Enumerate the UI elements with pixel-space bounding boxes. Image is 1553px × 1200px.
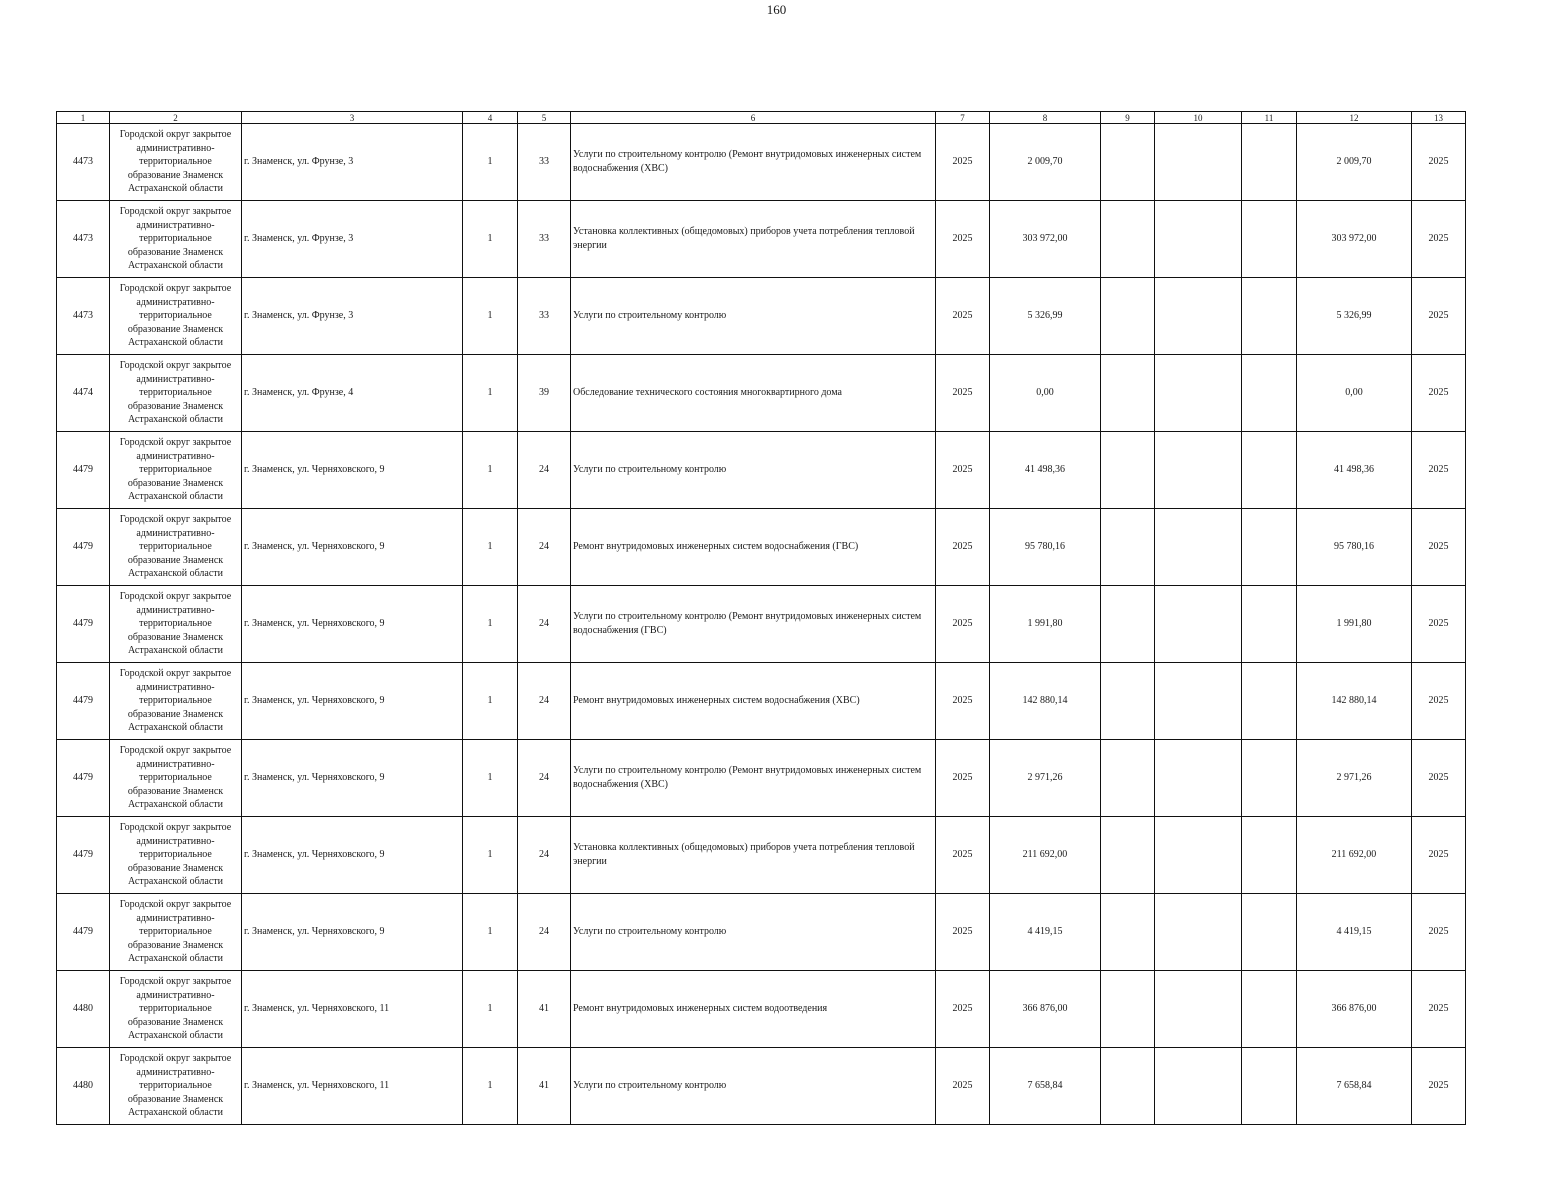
work-type-cell: Услуги по строительному контролю (571, 1048, 936, 1125)
address-cell: г. Знаменск, ул. Черняховского, 9 (242, 663, 463, 740)
column-11-cell (1242, 894, 1297, 971)
column-5-cell: 24 (518, 509, 571, 586)
house-id-cell: 4479 (57, 740, 110, 817)
table-row (57, 509, 1466, 586)
municipality-cell: Городской округ закрытое административно-территориальное образование Знаменск Астраханской области (110, 432, 242, 509)
completion-year-cell: 2025 (1412, 201, 1466, 278)
column-header: 12 (1297, 112, 1412, 124)
column-9-cell (1101, 509, 1155, 586)
column-11-cell (1242, 663, 1297, 740)
total-cost-cell: 211 692,00 (990, 817, 1101, 894)
table-row (57, 586, 1466, 663)
completion-year-cell: 2025 (1412, 971, 1466, 1048)
column-9-cell (1101, 1048, 1155, 1125)
municipality-cell: Городской округ закрытое административно-территориальное образование Знаменск Астраханской области (110, 509, 242, 586)
address-cell: г. Знаменск, ул. Фрунзе, 3 (242, 201, 463, 278)
table-header (57, 112, 1466, 124)
total-cost-cell: 4 419,15 (990, 894, 1101, 971)
table-row (57, 971, 1466, 1048)
table-row (57, 201, 1466, 278)
work-type-cell: Установка коллективных (общедомовых) приборов учета потребления тепловой энергии (571, 817, 936, 894)
column-5-cell: 33 (518, 201, 571, 278)
municipality-cell: Городской округ закрытое административно-территориальное образование Знаменск Астраханской области (110, 894, 242, 971)
funding-cost-cell: 2 009,70 (1297, 124, 1412, 201)
column-5-cell: 24 (518, 432, 571, 509)
completion-year-cell: 2025 (1412, 355, 1466, 432)
completion-year-cell: 2025 (1412, 432, 1466, 509)
column-9-cell (1101, 663, 1155, 740)
table-body (57, 124, 1466, 1125)
year-cell: 2025 (936, 586, 990, 663)
column-11-cell (1242, 201, 1297, 278)
funding-cost-cell: 303 972,00 (1297, 201, 1412, 278)
house-id-cell: 4473 (57, 201, 110, 278)
table-row (57, 817, 1466, 894)
column-11-cell (1242, 278, 1297, 355)
column-10-cell (1155, 432, 1242, 509)
table-row (57, 278, 1466, 355)
year-cell: 2025 (936, 663, 990, 740)
table-row (57, 1048, 1466, 1125)
completion-year-cell: 2025 (1412, 817, 1466, 894)
municipality-cell: Городской округ закрытое административно-территориальное образование Знаменск Астраханской области (110, 1048, 242, 1125)
column-11-cell (1242, 817, 1297, 894)
year-cell: 2025 (936, 124, 990, 201)
address-cell: г. Знаменск, ул. Черняховского, 9 (242, 509, 463, 586)
year-cell: 2025 (936, 1048, 990, 1125)
page-number: 160 (766, 2, 787, 17)
column-header: 1 (57, 112, 110, 124)
year-cell: 2025 (936, 894, 990, 971)
municipality-cell: Городской округ закрытое административно-территориальное образование Знаменск Астраханской области (110, 817, 242, 894)
column-9-cell (1101, 278, 1155, 355)
work-type-cell: Услуги по строительному контролю (Ремонт внутридомовых инженерных систем водоснабжения (ХВС) (571, 124, 936, 201)
municipality-cell: Городской округ закрытое административно-территориальное образование Знаменск Астраханской области (110, 971, 242, 1048)
column-9-cell (1101, 586, 1155, 663)
work-type-cell: Услуги по строительному контролю (571, 278, 936, 355)
year-cell: 2025 (936, 278, 990, 355)
table-row (57, 355, 1466, 432)
column-11-cell (1242, 355, 1297, 432)
column-header: 6 (571, 112, 936, 124)
column-header: 11 (1242, 112, 1297, 124)
year-cell: 2025 (936, 971, 990, 1048)
house-id-cell: 4479 (57, 894, 110, 971)
column-5-cell: 39 (518, 355, 571, 432)
column-5-cell: 33 (518, 278, 571, 355)
house-id-cell: 4473 (57, 278, 110, 355)
column-10-cell (1155, 740, 1242, 817)
column-4-cell: 1 (463, 432, 518, 509)
column-number-row (57, 112, 1466, 124)
completion-year-cell: 2025 (1412, 894, 1466, 971)
house-id-cell: 4473 (57, 124, 110, 201)
column-10-cell (1155, 124, 1242, 201)
column-5-cell: 24 (518, 740, 571, 817)
column-10-cell (1155, 278, 1242, 355)
work-type-cell: Ремонт внутридомовых инженерных систем водоснабжения (ГВС) (571, 509, 936, 586)
column-11-cell (1242, 1048, 1297, 1125)
total-cost-cell: 0,00 (990, 355, 1101, 432)
address-cell: г. Знаменск, ул. Черняховского, 9 (242, 894, 463, 971)
column-5-cell: 24 (518, 817, 571, 894)
total-cost-cell: 2 009,70 (990, 124, 1101, 201)
year-cell: 2025 (936, 432, 990, 509)
year-cell: 2025 (936, 817, 990, 894)
total-cost-cell: 1 991,80 (990, 586, 1101, 663)
table-row (57, 663, 1466, 740)
column-11-cell (1242, 586, 1297, 663)
column-4-cell: 1 (463, 817, 518, 894)
column-4-cell: 1 (463, 740, 518, 817)
total-cost-cell: 7 658,84 (990, 1048, 1101, 1125)
column-4-cell: 1 (463, 278, 518, 355)
funding-cost-cell: 7 658,84 (1297, 1048, 1412, 1125)
funding-cost-cell: 0,00 (1297, 355, 1412, 432)
column-9-cell (1101, 971, 1155, 1048)
funding-cost-cell: 5 326,99 (1297, 278, 1412, 355)
column-10-cell (1155, 355, 1242, 432)
column-header: 4 (463, 112, 518, 124)
year-cell: 2025 (936, 201, 990, 278)
funding-cost-cell: 1 991,80 (1297, 586, 1412, 663)
table-row (57, 894, 1466, 971)
address-cell: г. Знаменск, ул. Фрунзе, 3 (242, 278, 463, 355)
house-id-cell: 4479 (57, 509, 110, 586)
total-cost-cell: 5 326,99 (990, 278, 1101, 355)
total-cost-cell: 2 971,26 (990, 740, 1101, 817)
column-11-cell (1242, 432, 1297, 509)
funding-cost-cell: 95 780,16 (1297, 509, 1412, 586)
municipality-cell: Городской округ закрытое административно-территориальное образование Знаменск Астраханской области (110, 663, 242, 740)
column-4-cell: 1 (463, 663, 518, 740)
completion-year-cell: 2025 (1412, 509, 1466, 586)
column-4-cell: 1 (463, 201, 518, 278)
completion-year-cell: 2025 (1412, 1048, 1466, 1125)
column-5-cell: 24 (518, 894, 571, 971)
address-cell: г. Знаменск, ул. Черняховского, 9 (242, 817, 463, 894)
municipality-cell: Городской округ закрытое административно-территориальное образование Знаменск Астраханской области (110, 201, 242, 278)
address-cell: г. Знаменск, ул. Черняховского, 9 (242, 740, 463, 817)
completion-year-cell: 2025 (1412, 278, 1466, 355)
work-type-cell: Обследование технического состояния многоквартирного дома (571, 355, 936, 432)
column-10-cell (1155, 663, 1242, 740)
column-9-cell (1101, 894, 1155, 971)
year-cell: 2025 (936, 509, 990, 586)
funding-cost-cell: 211 692,00 (1297, 817, 1412, 894)
work-type-cell: Установка коллективных (общедомовых) приборов учета потребления тепловой энергии (571, 201, 936, 278)
work-type-cell: Услуги по строительному контролю (Ремонт внутридомовых инженерных систем водоснабжения (ХВС) (571, 740, 936, 817)
column-11-cell (1242, 971, 1297, 1048)
work-type-cell: Ремонт внутридомовых инженерных систем водоснабжения (ХВС) (571, 663, 936, 740)
total-cost-cell: 142 880,14 (990, 663, 1101, 740)
column-4-cell: 1 (463, 509, 518, 586)
total-cost-cell: 95 780,16 (990, 509, 1101, 586)
funding-cost-cell: 366 876,00 (1297, 971, 1412, 1048)
municipality-cell: Городской округ закрытое административно-территориальное образование Знаменск Астраханской области (110, 586, 242, 663)
address-cell: г. Знаменск, ул. Черняховского, 11 (242, 1048, 463, 1125)
municipality-cell: Городской округ закрытое административно-территориальное образование Знаменск Астраханской области (110, 355, 242, 432)
address-cell: г. Знаменск, ул. Черняховского, 11 (242, 971, 463, 1048)
column-5-cell: 24 (518, 663, 571, 740)
house-id-cell: 4479 (57, 432, 110, 509)
column-header: 2 (110, 112, 242, 124)
house-id-cell: 4479 (57, 586, 110, 663)
column-10-cell (1155, 509, 1242, 586)
column-header: 5 (518, 112, 571, 124)
column-4-cell: 1 (463, 894, 518, 971)
house-id-cell: 4480 (57, 1048, 110, 1125)
completion-year-cell: 2025 (1412, 586, 1466, 663)
house-id-cell: 4480 (57, 971, 110, 1048)
column-11-cell (1242, 509, 1297, 586)
column-10-cell (1155, 817, 1242, 894)
column-header: 7 (936, 112, 990, 124)
work-type-cell: Услуги по строительному контролю (571, 432, 936, 509)
column-4-cell: 1 (463, 1048, 518, 1125)
address-cell: г. Знаменск, ул. Черняховского, 9 (242, 432, 463, 509)
column-9-cell (1101, 124, 1155, 201)
house-id-cell: 4479 (57, 817, 110, 894)
column-header: 10 (1155, 112, 1242, 124)
column-4-cell: 1 (463, 355, 518, 432)
address-cell: г. Знаменск, ул. Фрунзе, 4 (242, 355, 463, 432)
column-9-cell (1101, 355, 1155, 432)
column-10-cell (1155, 971, 1242, 1048)
column-4-cell: 1 (463, 124, 518, 201)
column-10-cell (1155, 894, 1242, 971)
year-cell: 2025 (936, 355, 990, 432)
work-type-cell: Ремонт внутридомовых инженерных систем водоотведения (571, 971, 936, 1048)
table-row (57, 432, 1466, 509)
funding-cost-cell: 4 419,15 (1297, 894, 1412, 971)
completion-year-cell: 2025 (1412, 663, 1466, 740)
column-9-cell (1101, 201, 1155, 278)
municipality-cell: Городской округ закрытое административно-территориальное образование Знаменск Астраханской области (110, 124, 242, 201)
house-id-cell: 4479 (57, 663, 110, 740)
column-5-cell: 41 (518, 1048, 571, 1125)
column-11-cell (1242, 740, 1297, 817)
table-row (57, 740, 1466, 817)
column-5-cell: 41 (518, 971, 571, 1048)
column-header: 3 (242, 112, 463, 124)
column-9-cell (1101, 740, 1155, 817)
column-header: 8 (990, 112, 1101, 124)
funding-cost-cell: 41 498,36 (1297, 432, 1412, 509)
capital-repair-register-table (56, 111, 1466, 1125)
funding-cost-cell: 2 971,26 (1297, 740, 1412, 817)
table-row (57, 124, 1466, 201)
completion-year-cell: 2025 (1412, 124, 1466, 201)
column-4-cell: 1 (463, 971, 518, 1048)
column-5-cell: 24 (518, 586, 571, 663)
municipality-cell: Городской округ закрытое административно-территориальное образование Знаменск Астраханской области (110, 740, 242, 817)
column-5-cell: 33 (518, 124, 571, 201)
house-id-cell: 4474 (57, 355, 110, 432)
column-9-cell (1101, 817, 1155, 894)
completion-year-cell: 2025 (1412, 740, 1466, 817)
total-cost-cell: 366 876,00 (990, 971, 1101, 1048)
work-type-cell: Услуги по строительному контролю (Ремонт внутридомовых инженерных систем водоснабжения (ГВС) (571, 586, 936, 663)
column-11-cell (1242, 124, 1297, 201)
column-header: 13 (1412, 112, 1466, 124)
column-10-cell (1155, 201, 1242, 278)
municipality-cell: Городской округ закрытое административно-территориальное образование Знаменск Астраханской области (110, 278, 242, 355)
address-cell: г. Знаменск, ул. Фрунзе, 3 (242, 124, 463, 201)
funding-cost-cell: 142 880,14 (1297, 663, 1412, 740)
column-10-cell (1155, 1048, 1242, 1125)
column-header: 9 (1101, 112, 1155, 124)
total-cost-cell: 303 972,00 (990, 201, 1101, 278)
year-cell: 2025 (936, 740, 990, 817)
total-cost-cell: 41 498,36 (990, 432, 1101, 509)
column-4-cell: 1 (463, 586, 518, 663)
column-10-cell (1155, 586, 1242, 663)
work-type-cell: Услуги по строительному контролю (571, 894, 936, 971)
column-9-cell (1101, 432, 1155, 509)
address-cell: г. Знаменск, ул. Черняховского, 9 (242, 586, 463, 663)
